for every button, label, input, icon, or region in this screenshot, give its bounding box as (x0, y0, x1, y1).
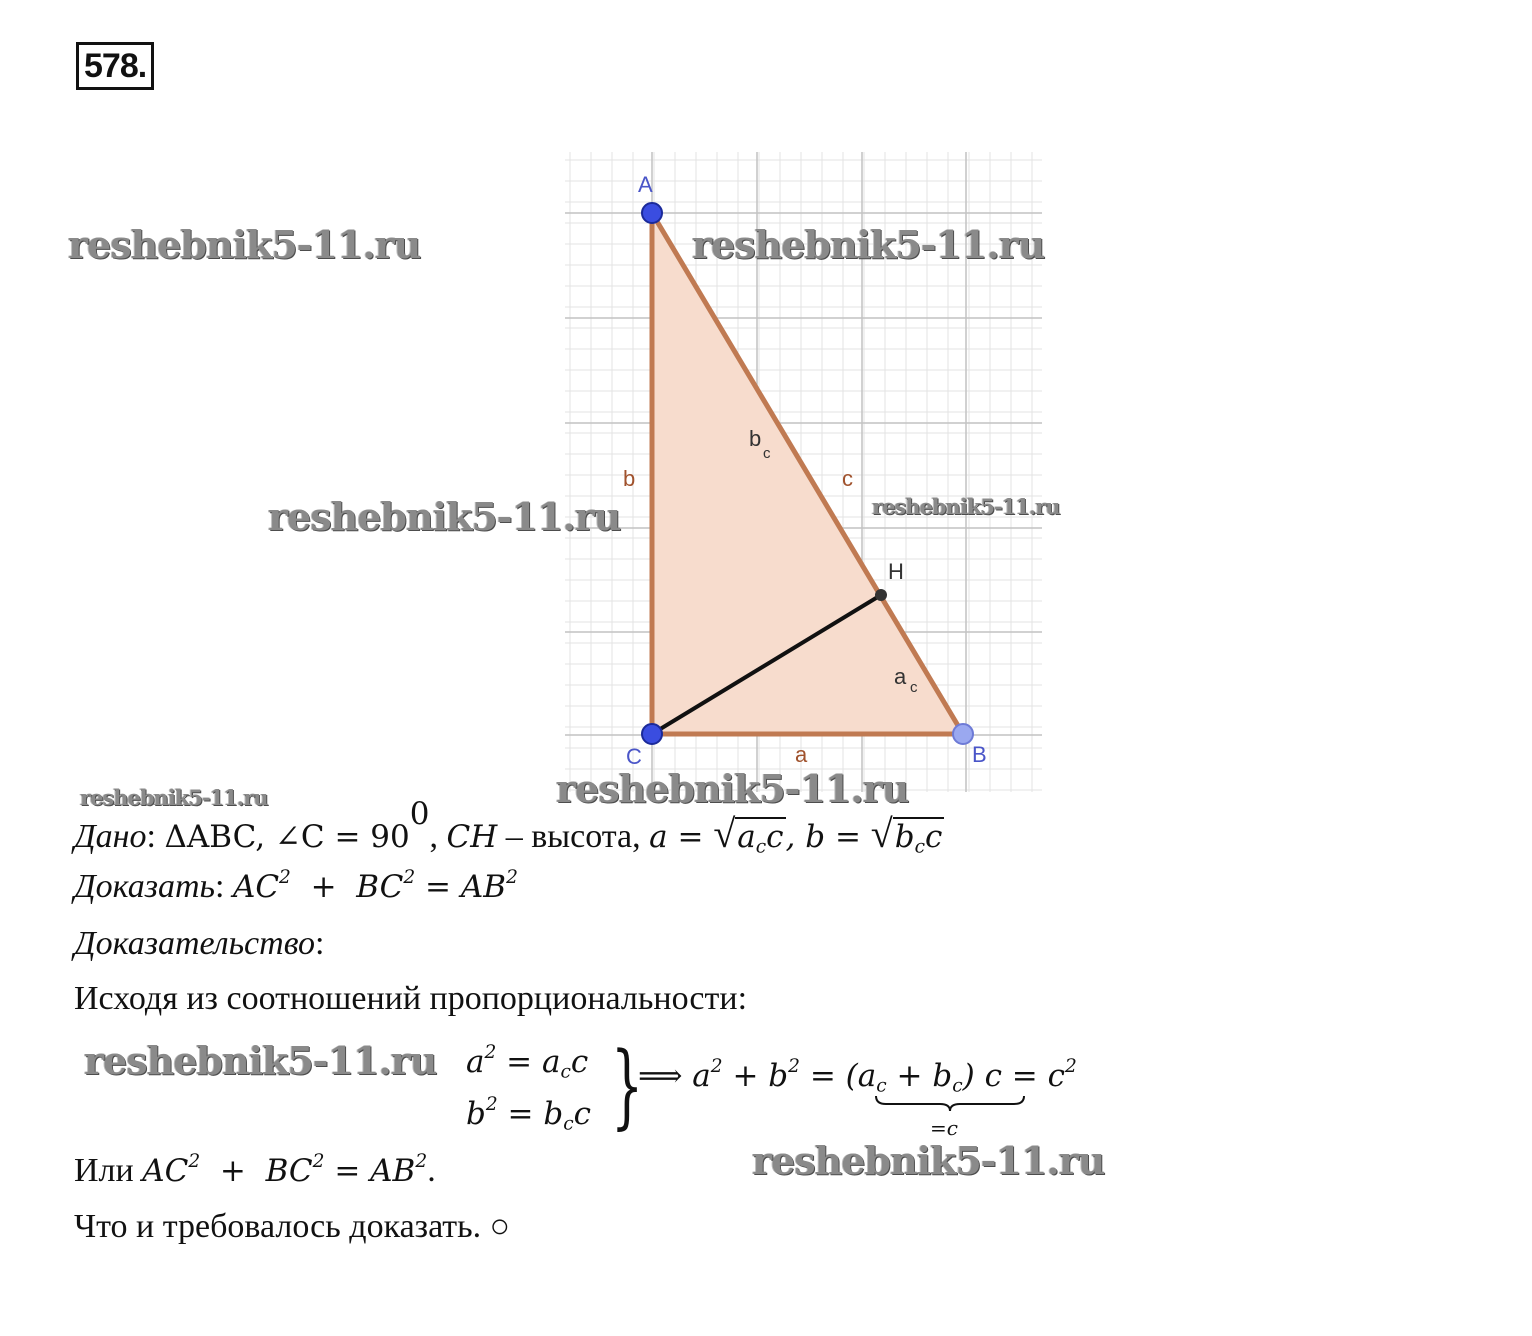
equation-a: $a^2 = a_cc$ (466, 1042, 589, 1083)
given-label: Дано (74, 818, 147, 855)
given-ac-sub: c (755, 836, 767, 858)
given-bc-sub: c (914, 836, 926, 858)
proof-line: Доказательство: (74, 925, 325, 962)
label-h: H (888, 559, 904, 584)
point-c (642, 724, 662, 744)
triangle-abc (652, 213, 963, 734)
watermark: reshebnik5-11.ru (84, 1038, 437, 1083)
right-brace: } (611, 1032, 644, 1139)
given-line: Дано: ΔABC, ∠C = $90^0$, CH – высота, $a = √a_cc$, $b = √b_cc$ (74, 795, 943, 858)
problem-number: 578. (76, 42, 154, 90)
point-h (875, 589, 887, 601)
label-a: A (638, 172, 653, 197)
side-c-label: c (842, 466, 853, 491)
segment-ac-sub: c (910, 679, 918, 696)
given-triangle: ΔABC, ∠C = 90 (164, 819, 410, 855)
label-b: B (972, 742, 987, 767)
given-bc: b (894, 819, 915, 855)
watermark: reshebnik5-11.ru (80, 785, 268, 810)
watermark: reshebnik5-11.ru (68, 222, 421, 267)
equation-system (466, 1036, 591, 1140)
segment-ac-label: a (894, 664, 907, 689)
side-a-label: a (795, 742, 808, 767)
equation-b: $b^2 = b_cc$ (466, 1094, 592, 1135)
given-degree: 0 (409, 795, 430, 832)
watermark: reshebnik5-11.ru (268, 494, 621, 539)
given-b-eq: , b = (785, 819, 871, 855)
watermark: reshebnik5-11.ru (752, 1138, 1105, 1183)
given-c2: c (925, 819, 943, 855)
underbrace-note: =c (930, 1116, 958, 1140)
prove-line: Доказать: $AC^2 + BC^2 = AB^2$ (74, 867, 518, 905)
watermark: reshebnik5-11.ru (556, 766, 909, 811)
given-c1: c (766, 819, 784, 855)
side-b-label: b (623, 466, 636, 491)
segment-bc-sub: c (763, 445, 771, 462)
equation-result: ⟹ $a^2 + b^2 = (a_c + b_c) c = c^2$ (638, 1056, 1077, 1097)
watermark: reshebnik5-11.ru (692, 222, 1045, 267)
watermark: reshebnik5-11.ru (872, 494, 1060, 519)
given-a-eq: a = (649, 819, 714, 855)
prove-label: Доказать (74, 868, 215, 905)
conclusion-line: Или $AC^2 + BC^2 = AB^2$. (74, 1151, 436, 1189)
point-b (953, 724, 973, 744)
segment-bc-label: b (749, 426, 762, 451)
intro-line: Исходя из соотношений пропорциональности: (74, 980, 748, 1017)
conclusion-prefix: Или (74, 1152, 134, 1189)
end-line: Что и требовалось доказать. ○ (74, 1208, 511, 1245)
label-c: C (626, 744, 642, 769)
underbrace (874, 1094, 1026, 1112)
given-ac: a (737, 819, 756, 855)
point-a (642, 203, 662, 223)
given-height: – высота, (505, 818, 641, 855)
given-ch: CH (446, 819, 498, 855)
proof-label: Доказательство (74, 925, 316, 962)
